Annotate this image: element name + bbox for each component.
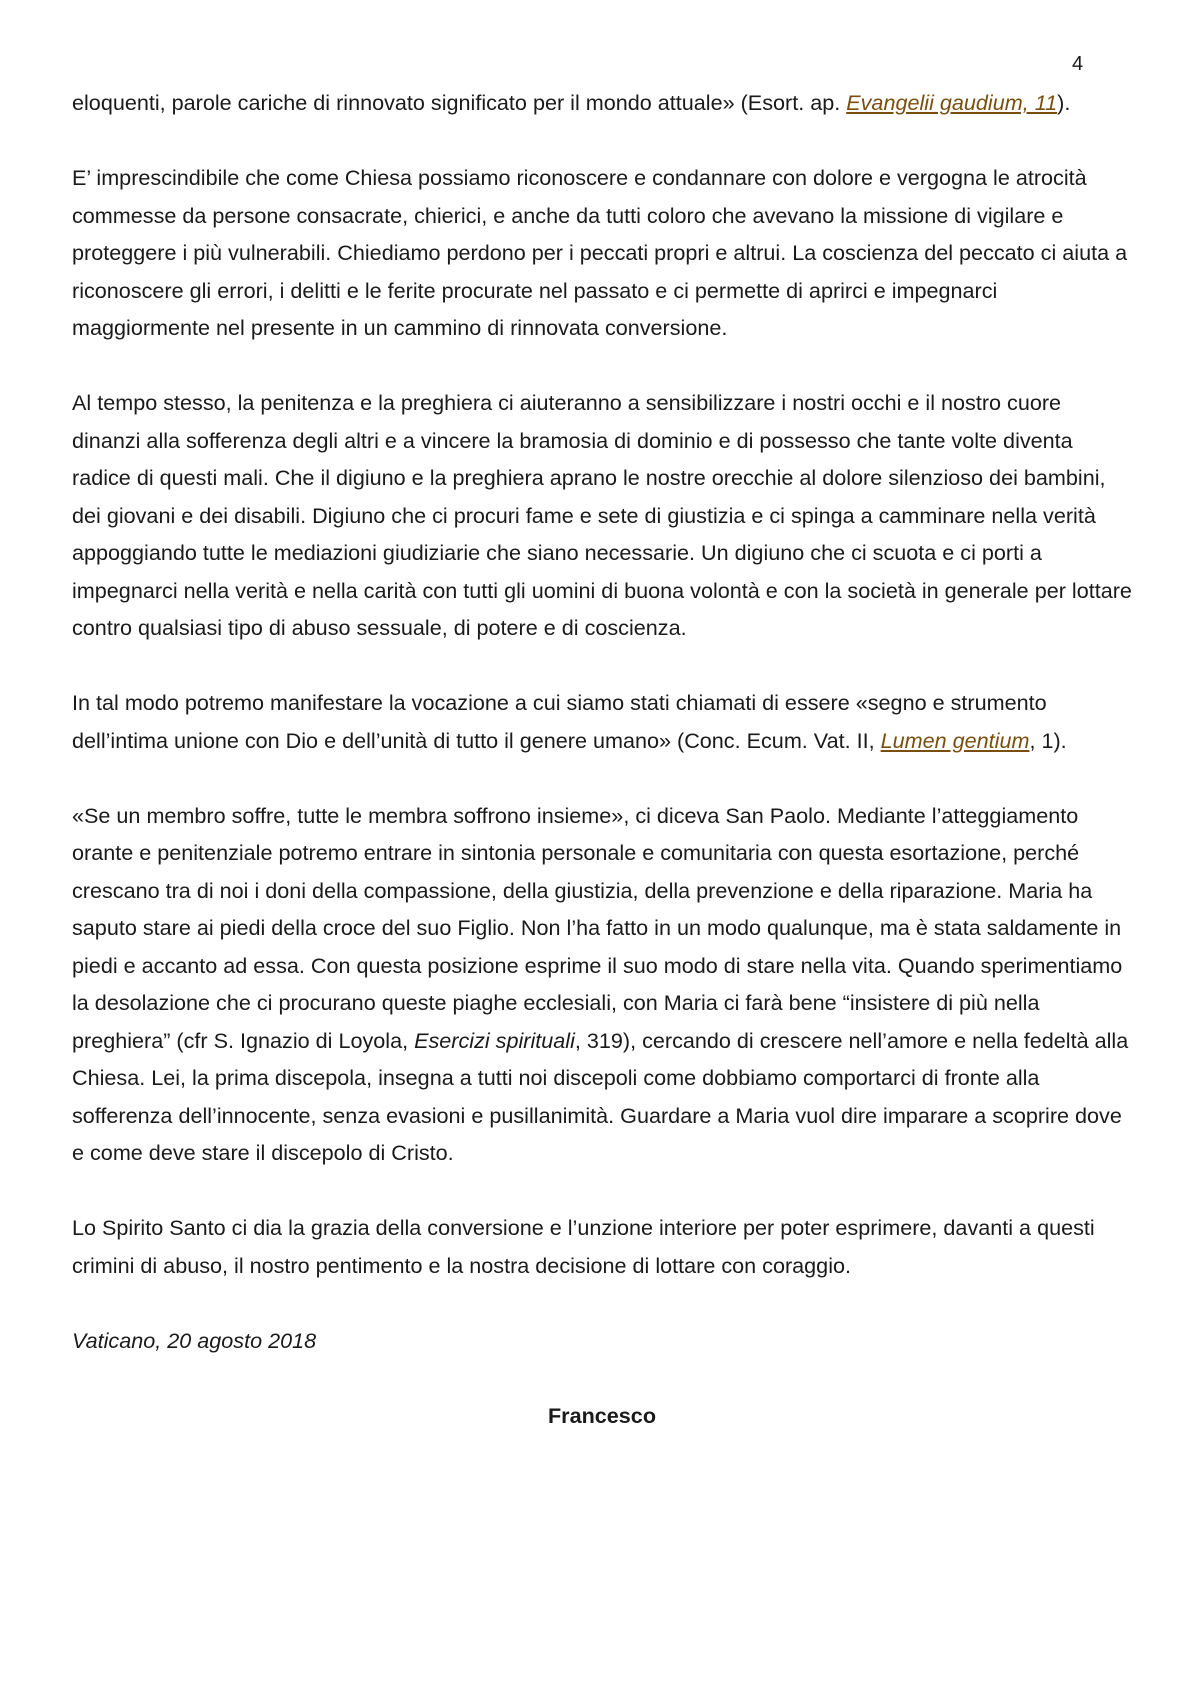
link-lumen-gentium[interactable]: Lumen gentium — [880, 727, 1030, 753]
paragraph-1 — [72, 84, 1132, 122]
paragraph-1-text-b: ). — [1057, 90, 1071, 115]
paragraph-6: Lo Spirito Santo ci dia la grazia della conversione e l’unzione interiore per poter esprimere, davanti a questi crimini di abuso, il nostro pentimento e la nostra decisione di lottare con coraggio. — [72, 1215, 1095, 1278]
paragraph-1-text-a: eloquenti, parole cariche di rinnovato significato per il mondo attuale» (Esort. ap. — [72, 90, 847, 115]
paragraph-3: Al tempo stesso, la penitenza e la preghiera ci aiuteranno a sensibilizzare i nostri occhi e il nostro cuore dinanzi alla sofferenza degli altri e a vincere la bramosia di dominio e di possesso che tante volte diventa radice di questi mali. Che il digiuno e la preghiera aprano le nostre orecchie al dolore silenzioso dei bambini, dei giovani e dei disabili. Digiuno che ci procuri fame e sete di giustizia e ci spinga a camminare nella verità appoggiando tutte le mediazioni giudiziarie che siano necessarie. Un digiuno che ci scuota e ci porti a impegnarci nella verità e nella carità con tutti gli uomini di buona volontà e con la società in generale per lottare contro qualsiasi tipo di abuso sessuale, di potere e di coscienza. — [72, 390, 1132, 640]
paragraph-5 — [72, 797, 1132, 1172]
date-line: Vaticano, 20 agosto 2018 — [72, 1327, 317, 1353]
paragraph-4 — [72, 684, 1132, 759]
paragraph-4-text-b: , 1). — [1029, 727, 1067, 753]
paragraph-5-text-b: , 319), cercando di crescere nell’amore e nella fedeltà alla Chiesa. Lei, la prima discepola, insegna a tutti noi discepoli come dobbiamo comportarci di fronte alla sofferenza dell’innocente, senza evasioni e pusillanimità. Guardare a Maria vuol dire imparare a scoprire dove e come deve stare il discepolo di Cristo. — [72, 1027, 1129, 1165]
paragraph-4-text-a: In tal modo potremo manifestare la vocazione a cui siamo stati chiamati di essere «segno e strumento dell’intima unione con Dio e dell’unità di tutto il genere umano» (Conc. Ecum. Vat. II, — [72, 690, 1047, 753]
paragraph-2: E’ imprescindibile che come Chiesa possiamo riconoscere e condannare con dolore e vergogna le atrocità commesse da persone consacrate, chierici, e anche da tutti coloro che avevano la missione di vigilare e proteggere i più vulnerabili. Chiediamo perdono per i peccati propri e altrui. La coscienza del peccato ci aiuta a riconoscere gli errori, i delitti e le ferite procurate nel passato e ci permette di aprirci e impegnarci maggiormente nel presente in un cammino di rinnovata conversione. — [72, 165, 1128, 340]
link-evangelii-gaudium[interactable]: Evangelii gaudium, 11 — [846, 90, 1058, 115]
citation-esercizi-spirituali: Esercizi spirituali — [414, 1027, 575, 1053]
signature: Francesco — [547, 1402, 657, 1428]
paragraph-5-text-a: «Se un membro soffre, tutte le membra soffrono insieme», ci diceva San Paolo. Mediante l’atteggiamento orante e penitenziale potremo entrare in sintonia personale e comunitaria con questa esortazione, perché crescano tra di noi i doni della compassione, della giustizia, della prevenzione e della riparazione. Maria ha saputo stare ai piedi della croce del suo Figlio. Non l’ha fatto in un modo qualunque, ma è stata saldamente in piedi e accanto ad essa. Con questa posizione esprime il suo modo di stare nella vita. Quando sperimentiamo la desolazione che ci procurano queste piaghe ecclesiali, con Maria ci farà bene “insistere di più nella preghiera” (cfr S. Ignazio di Loyola, — [72, 802, 1123, 1053]
document-body — [72, 84, 1132, 1472]
page-number: 4 — [1072, 53, 1084, 75]
